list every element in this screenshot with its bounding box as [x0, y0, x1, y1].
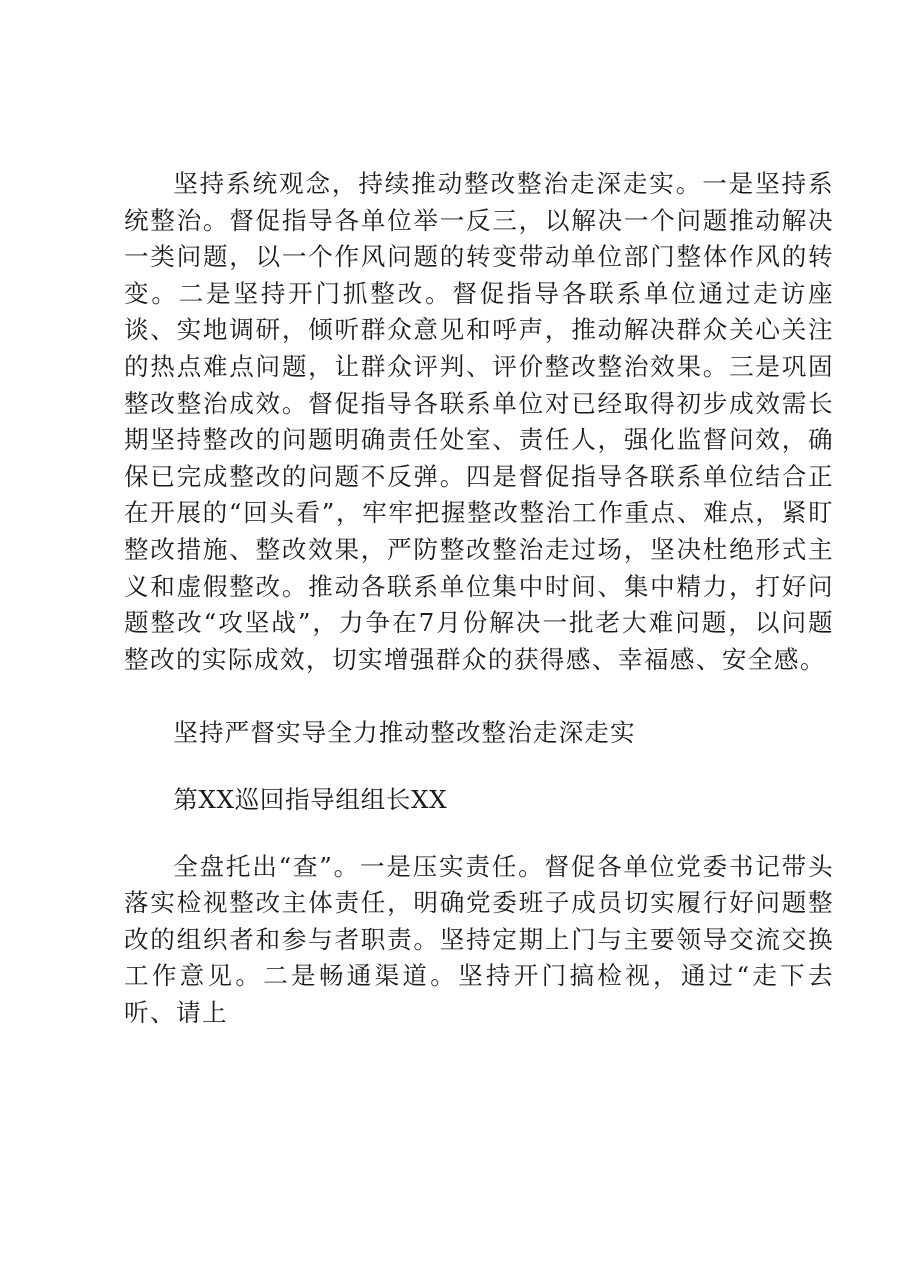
body-paragraph: 全盘托出“查”。一是压实责任。督促各单位党委书记带头落实检视整改主体责任，明确党委班子成员切实履行好问题整改的组织者和参与者职责。坚持定期上门与主要领导交流交换工作意见。二是畅通渠道。坚持开门搞检视，通过“走下去听、请上	[124, 851, 834, 1027]
author-byline: 第XX巡回指导组组长XX	[173, 784, 448, 814]
body-paragraph: 坚持系统观念，持续推动整改整治走深走实。一是坚持系统整治。督促指导各单位举一反三，以解决一个问题推动解决一类问题，以一个作风问题的转变带动单位部门整体作风的转变。二是坚持开门抓整改。督促指导各联系单位通过走访座谈、实地调研，倾听群众意见和呼声，推动解决群众关心关注的热点难点问题，让群众评判、评价整改整治效果。三是巩固整改整治成效。督促指导各联系单位对已经取得初步成效需长期坚持整改的问题明确责任处室、责任人，强化监督问效，确保已完成整改的问题不反弹。四是督促指导各联系单位结合正在开展的“回头看”，牢牢把握整改整治工作重点、难点，紧盯整改措施、整改效果，严防整改整治走过场，坚决杜绝形式主义和虚假整改。推动各联系单位集中时间、集中精力，打好问题整改“攻坚战”，力争在7月份解决一批老大难问题，以问题整改的实际成效，切实增强群众的获得感、幸福感、安全感。	[124, 169, 834, 674]
section-title: 坚持严督实导全力推动整改整治走深走实	[173, 718, 636, 748]
document-body	[124, 166, 834, 1031]
